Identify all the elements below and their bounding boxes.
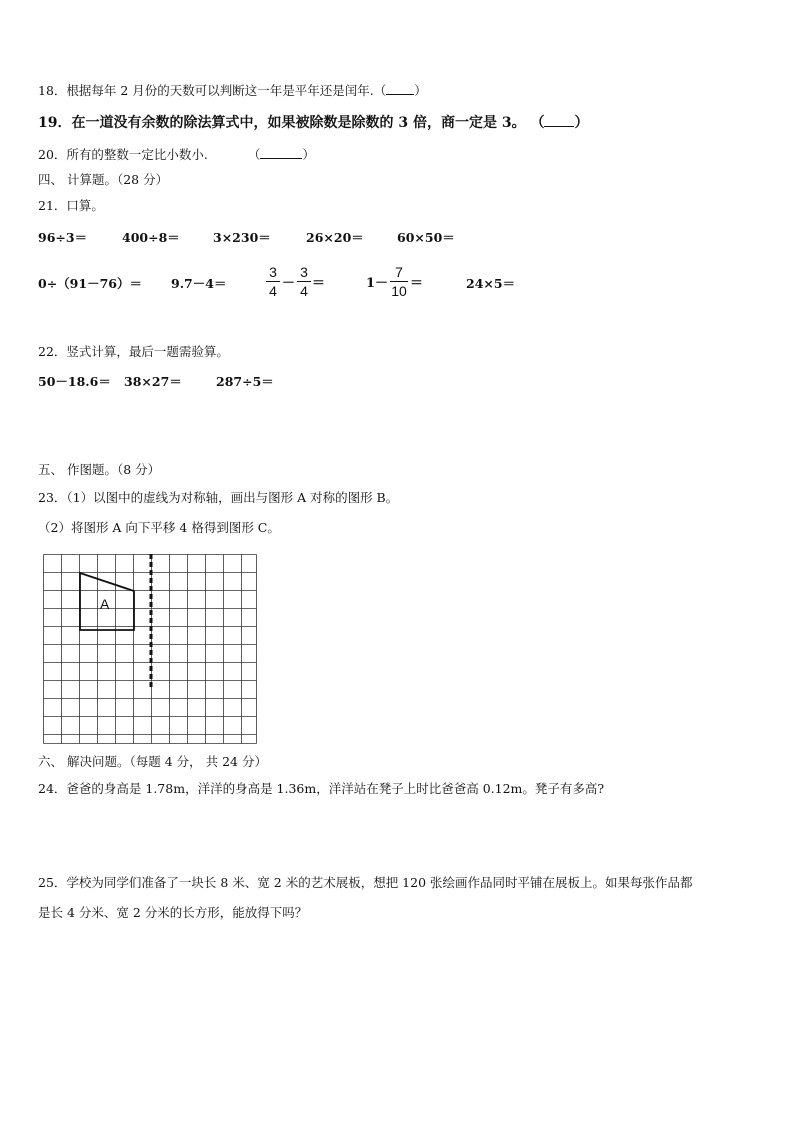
question-24: 24．爸爸的身高是 1.78m，洋洋的身高是 1.36m，洋洋站在凳子上时比爸爸高 0.12m。凳子有多高? xyxy=(38,781,605,796)
equals-sign-2: ＝ xyxy=(410,276,424,291)
answer-blank-20[interactable] xyxy=(260,146,302,159)
equals-sign-1: ＝ xyxy=(312,276,326,291)
vertical-calc-1: 50－18.6＝ xyxy=(38,374,111,389)
question-22-title: 22．竖式计算，最后一题需验算。 xyxy=(38,344,229,359)
question-18-text: 18．根据每年 2 月份的天数可以判断这一年是平年还是闰年.（ xyxy=(38,83,387,98)
question-23-part-1: 23．（1）以图中的虚线为对称轴，画出与图形 A 对称的图形 B。 xyxy=(38,490,399,505)
fraction-c: 7 10 xyxy=(391,264,407,299)
question-18 xyxy=(38,82,427,99)
drawing-grid[interactable] xyxy=(43,554,259,746)
question-19-close: ） xyxy=(574,115,589,131)
answer-blank-18[interactable] xyxy=(386,82,414,95)
shape-a-label: A xyxy=(100,596,110,612)
fraction-a: 3 4 xyxy=(266,264,280,299)
oral-calc-3: 3×230＝ xyxy=(213,230,271,245)
question-19 xyxy=(38,114,588,131)
oral-calc-6: 0÷（91－76）＝ xyxy=(38,276,142,291)
minus-sign: － xyxy=(282,276,296,291)
question-20 xyxy=(38,146,315,163)
one-minus: 1－ xyxy=(366,276,389,291)
oral-calc-5: 60×50＝ xyxy=(397,230,455,245)
question-20-text: 20．所有的整数一定比小数小. xyxy=(38,147,208,162)
question-23-part-2: （2）将图形 A 向下平移 4 格得到图形 C。 xyxy=(38,520,280,535)
oral-calc-7: 9.7－4＝ xyxy=(171,276,227,291)
vertical-calc-3: 287÷5＝ xyxy=(216,374,274,389)
oral-calc-1: 96÷3＝ xyxy=(38,230,88,245)
question-25-line-2: 是长 4 分米、宽 2 分米的长方形，能放得下吗？ xyxy=(38,905,308,920)
question-21-title: 21．口算。 xyxy=(38,198,104,213)
answer-blank-19[interactable] xyxy=(544,114,574,127)
section-6-title: 六、 解决问题。（每题 4 分， 共 24 分） xyxy=(38,754,267,769)
section-5-title: 五、 作图题。（8 分） xyxy=(38,462,161,477)
oral-calc-8: 24×5＝ xyxy=(466,276,516,291)
question-25-line-1: 25．学校为同学们准备了一块长 8 米、宽 2 米的艺术展板，想把 120 张绘画作品同时平铺在展板上。如果每张作品都 xyxy=(38,875,693,890)
question-20-open: （ xyxy=(247,147,261,162)
question-20-close: ） xyxy=(302,147,315,162)
section-4-title: 四、 计算题。（28 分） xyxy=(38,172,169,187)
question-18-close: ） xyxy=(414,83,427,98)
oral-calc-4: 26×20＝ xyxy=(306,230,364,245)
question-19-text: 19．在一道没有余数的除法算式中，如果被除数是除数的 3 倍，商一定是 3。 （ xyxy=(38,115,545,131)
oral-calc-2: 400÷8＝ xyxy=(122,230,180,245)
fraction-b: 3 4 xyxy=(297,264,311,299)
vertical-calc-2: 38×27＝ xyxy=(124,374,182,389)
